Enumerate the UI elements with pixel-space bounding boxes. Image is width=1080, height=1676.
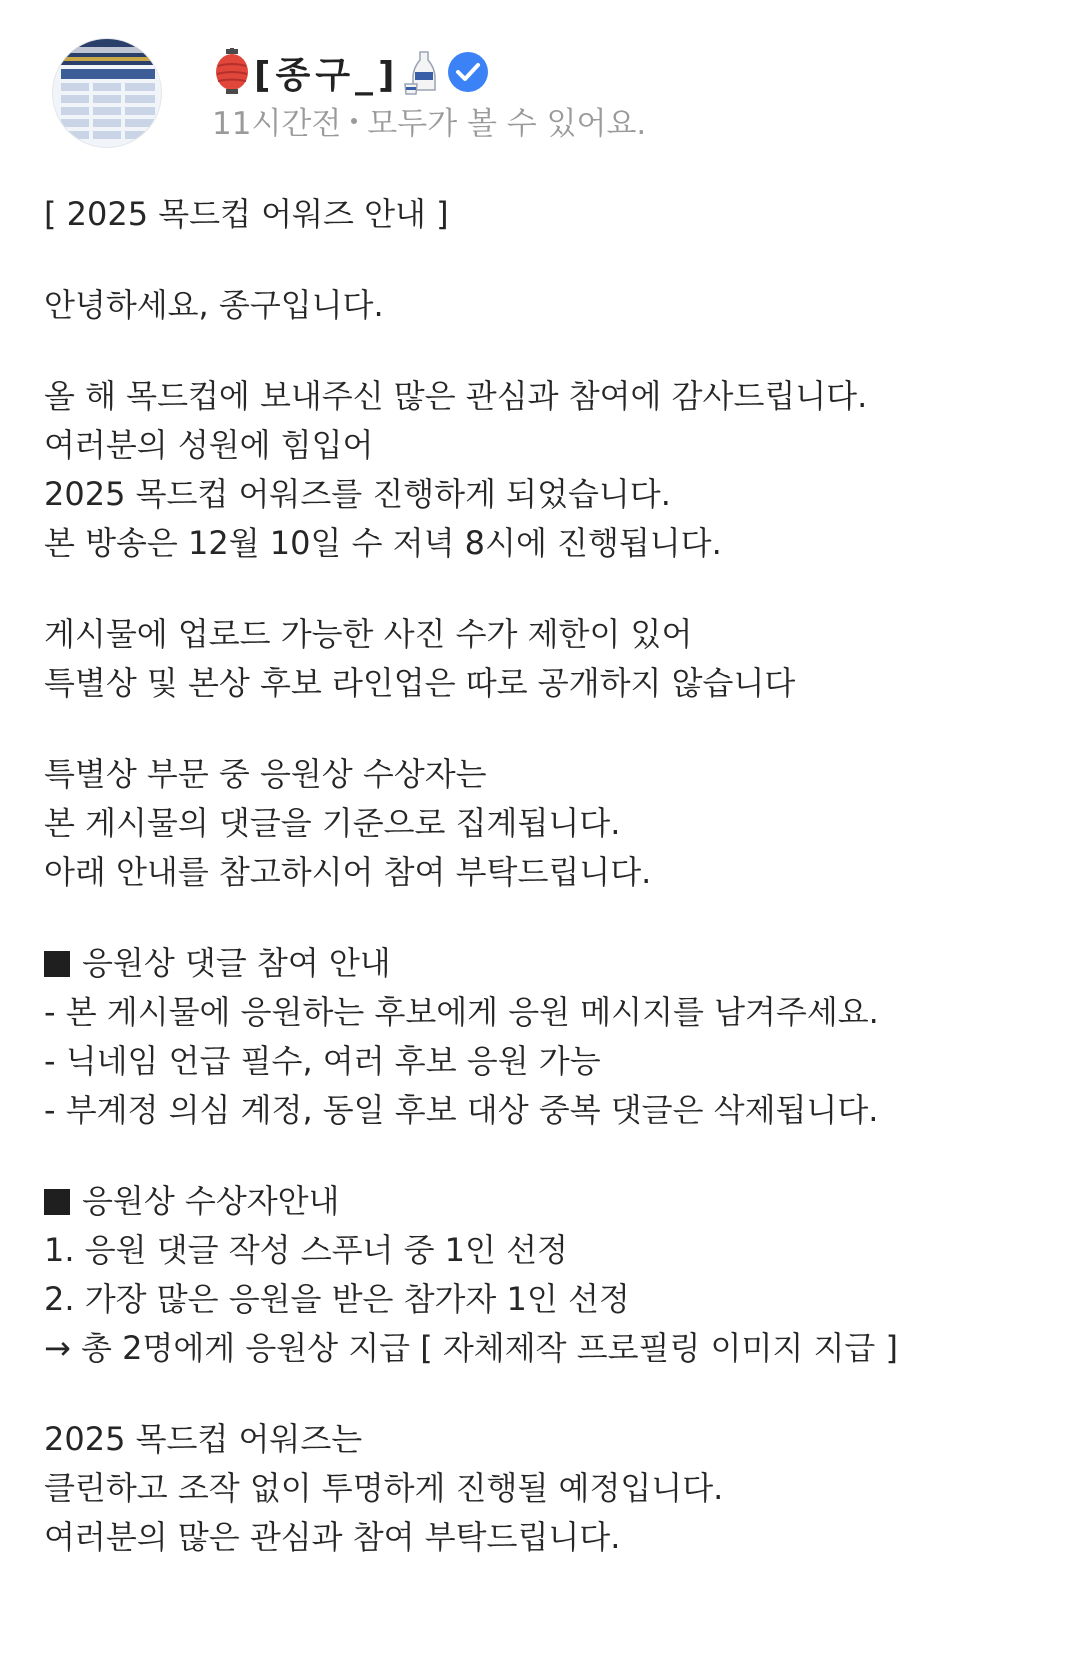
post-visibility: 모두가 볼 수 있어요. <box>367 106 647 142</box>
paragraph-line: 여러분의 성원에 힘입어 <box>44 426 374 464</box>
post-body <box>44 190 1044 1562</box>
section-heading-label: 응원상 댓글 참여 안내 <box>82 944 391 982</box>
avatar[interactable] <box>52 38 162 148</box>
author-username[interactable]: [종구_] <box>254 54 400 96</box>
post-header <box>52 38 1032 148</box>
list-item: 1. 응원 댓글 작성 스푸너 중 1인 선정 <box>44 1231 568 1269</box>
section-heading-label: 응원상 수상자안내 <box>82 1182 340 1220</box>
post-time: 11시간전 <box>212 106 342 142</box>
paragraph-line: 아래 안내를 참고하시어 참여 부탁드립니다. <box>44 853 652 891</box>
meta-separator-dot <box>351 118 357 124</box>
paragraph-line: 특별상 부문 중 응원상 수상자는 <box>44 755 487 793</box>
verified-badge-icon <box>447 51 489 93</box>
list-item: → 총 2명에게 응원상 지급 [ 자체제작 프로필링 이미지 지급 ] <box>44 1329 898 1367</box>
list-item: - 닉네임 언급 필수, 여러 후보 응원 가능 <box>44 1042 601 1080</box>
list-item: - 본 게시물에 응원하는 후보에게 응원 메시지를 남겨주세요. <box>44 993 879 1031</box>
greeting-text: 안녕하세요, 종구입니다. <box>44 286 384 324</box>
paragraph-line: 올 해 목드컵에 보내주신 많은 관심과 참여에 감사드립니다. <box>44 377 868 415</box>
paragraph-line: 본 게시물의 댓글을 기준으로 집계됩니다. <box>44 804 621 842</box>
paragraph-line: 게시물에 업로드 가능한 사진 수가 제한이 있어 <box>44 615 693 653</box>
post-title: [ 2025 목드컵 어워즈 안내 ] <box>44 195 449 233</box>
paragraph-line: 본 방송은 12월 10일 수 저녁 8시에 진행됩니다. <box>44 524 722 562</box>
sake-bottle-icon <box>403 48 439 96</box>
paragraph-line: 2025 목드컵 어워즈를 진행하게 되었습니다. <box>44 475 671 513</box>
list-item: 2. 가장 많은 응원을 받은 참가자 1인 선정 <box>44 1280 630 1318</box>
section-heading <box>44 939 1044 988</box>
paragraph-line: 2025 목드컵 어워즈는 <box>44 1420 363 1458</box>
list-item: - 부계정 의심 계정, 동일 후보 대상 중복 댓글은 삭제됩니다. <box>44 1091 879 1129</box>
author-row[interactable] <box>214 44 489 100</box>
black-square-icon <box>44 1189 70 1215</box>
paragraph-line: 클린하고 조작 없이 투명하게 진행될 예정입니다. <box>44 1469 724 1507</box>
lantern-icon <box>214 48 250 96</box>
section-heading <box>44 1177 1044 1226</box>
paragraph-line: 여러분의 많은 관심과 참여 부탁드립니다. <box>44 1518 621 1556</box>
post-meta <box>212 98 646 143</box>
black-square-icon <box>44 951 70 977</box>
paragraph-line: 특별상 및 본상 후보 라인업은 따로 공개하지 않습니다 <box>44 664 796 702</box>
